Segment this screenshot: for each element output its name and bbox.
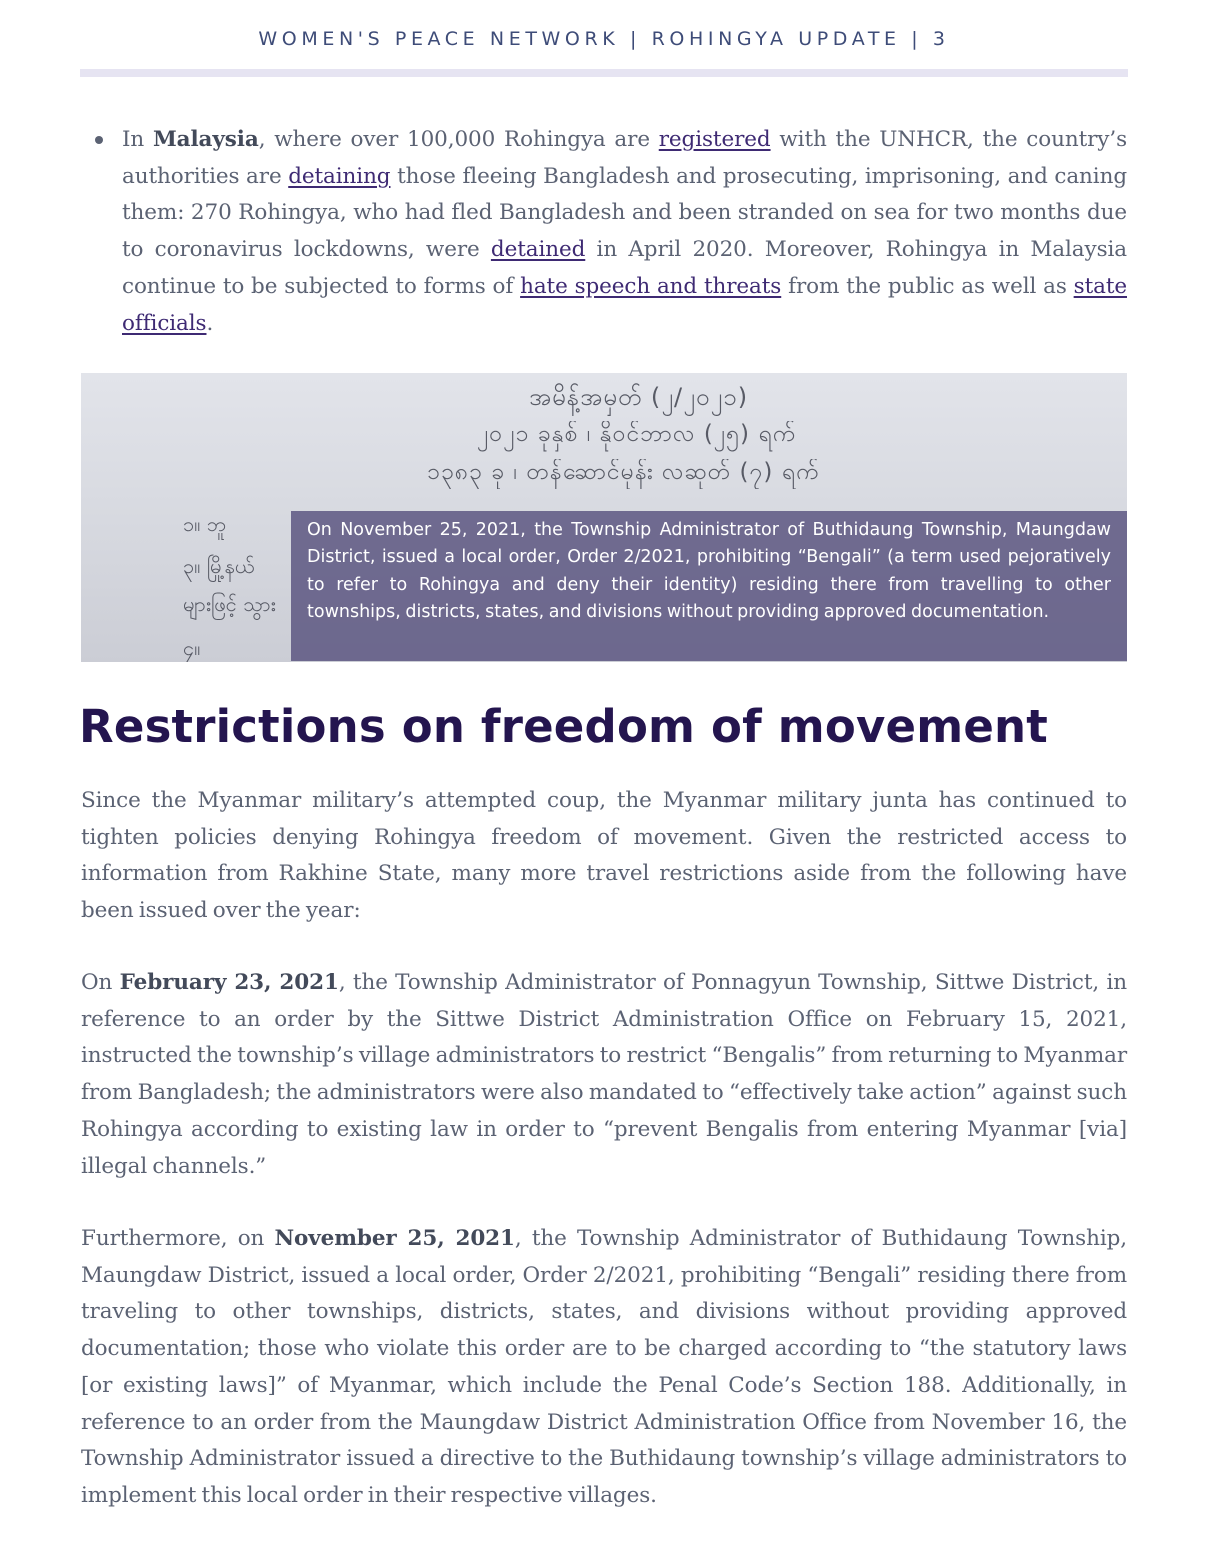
photo-caption: On November 25, 2021, the Township Administrator of Buthidaung Township, Maungdaw District, issued a local order, Order 2/2021, prohibiting “Bengali” (a term used pejoratively to refer to Rohingya and deny their identity) residing there from travelling to other townships, districts, states, and divisions without providing approved documentation. xyxy=(307,520,1111,622)
intro-paragraph: Since the Myanmar military’s attempted coup, the Myanmar military junta has continued to tighten policies denying Rohingya freedom of movement. Given the restricted access to information from Rakhine State, many more travel restrictions aside from the following have been issued over the year: xyxy=(81,788,1127,924)
section-title: Restrictions on freedom of movement xyxy=(79,700,1048,753)
text-run: in April 2020. Moreover, Rohingya in Malaysia continue to be subjected to forms of xyxy=(122,237,1127,299)
detained-link[interactable]: detained xyxy=(490,237,586,263)
malaysia-bullet-paragraph xyxy=(122,122,1127,342)
text-run: . xyxy=(206,310,214,336)
text-run: with the UNHCR, the country’s authorities are xyxy=(122,127,1128,189)
text-run: On xyxy=(81,970,120,995)
order-document-photo xyxy=(81,373,1127,662)
date-bold: February 23, 2021 xyxy=(119,970,339,995)
document-script-line: များဖြင့် သွား xyxy=(183,592,276,616)
state-officials-link[interactable]: state officials xyxy=(122,273,1127,336)
document-script-line: ၃။ မြို့နယ် xyxy=(183,554,255,578)
text-run: In xyxy=(122,127,153,152)
buthidaung-order-paragraph xyxy=(81,1221,1127,1515)
text-run: , where over 100,000 Rohingya are xyxy=(258,127,659,152)
document-script-line: ၁၃၈၃ ခု ၊ တန်ဆောင်မုန်း လဆုတ် (၇) ရက် xyxy=(427,459,820,485)
document-script-line: ၄။ xyxy=(183,636,201,660)
document-script-line: ၂၀၂၁ ခုနှစ် ၊ နိုဝင်ဘာလ (၂၅) ရက် xyxy=(477,421,797,447)
text-run: those fleeing Bangladesh and prosecuting, imprisoning, and caning them: 270 Rohingya, who had fled Bangladesh and been stranded on sea for two months due to coronavirus lockdowns, were xyxy=(122,163,1127,263)
registered-link[interactable]: registered xyxy=(658,127,771,152)
hate-speech-link[interactable]: hate speech and threats xyxy=(520,273,782,299)
country-name: Malaysia xyxy=(152,127,259,152)
document-script-line: ၁။ ဘူ xyxy=(183,512,226,536)
header-divider xyxy=(80,69,1128,77)
text-run: , the Township Administrator of Buthidaung Township, Maungdaw District, issued a local order, Order 2/2021, prohibiting “Bengali” residing there from traveling to other townships, districts, states, and divisions without providing approved documentation; those who violate this order are to be charged according to “the statutory laws [or existing laws]” of Myanmar, which include the Penal Code’s Section 188. Additionally, in reference to an order from the Maungdaw District Administration Office from November 16, the Township Administrator issued a directive to the Buthidaung township’s village administrators to implement this local order in their respective villages. xyxy=(81,1226,1128,1508)
document-script-line: အမိန့်အမှတ် (၂/၂၀၂၁) xyxy=(529,383,749,411)
photo-caption-overlay xyxy=(291,511,1127,661)
ponnagyun-order-paragraph xyxy=(81,965,1127,1185)
bullet-marker xyxy=(95,136,103,144)
page-header: WOMEN'S PEACE NETWORK | ROHINGYA UPDATE | 3 xyxy=(258,28,950,50)
text-run: , the Township Administrator of Ponnagyun Township, Sittwe District, in reference to an order by the Sittwe District Administration Office on February 15, 2021, instructed the township’s village administrators to restrict “Bengalis” from returning to Myanmar from Bangladesh; the administrators were also mandated to “effectively take action” against such Rohingya according to existing law in order to “prevent Bengalis from entering Myanmar [via] illegal channels.” xyxy=(81,970,1127,1179)
detaining-link[interactable]: detaining xyxy=(288,163,391,189)
date-bold: November 25, 2021 xyxy=(274,1226,515,1251)
text-run: from the public as well as xyxy=(781,273,1074,299)
text-run: Furthermore, on xyxy=(81,1226,275,1251)
